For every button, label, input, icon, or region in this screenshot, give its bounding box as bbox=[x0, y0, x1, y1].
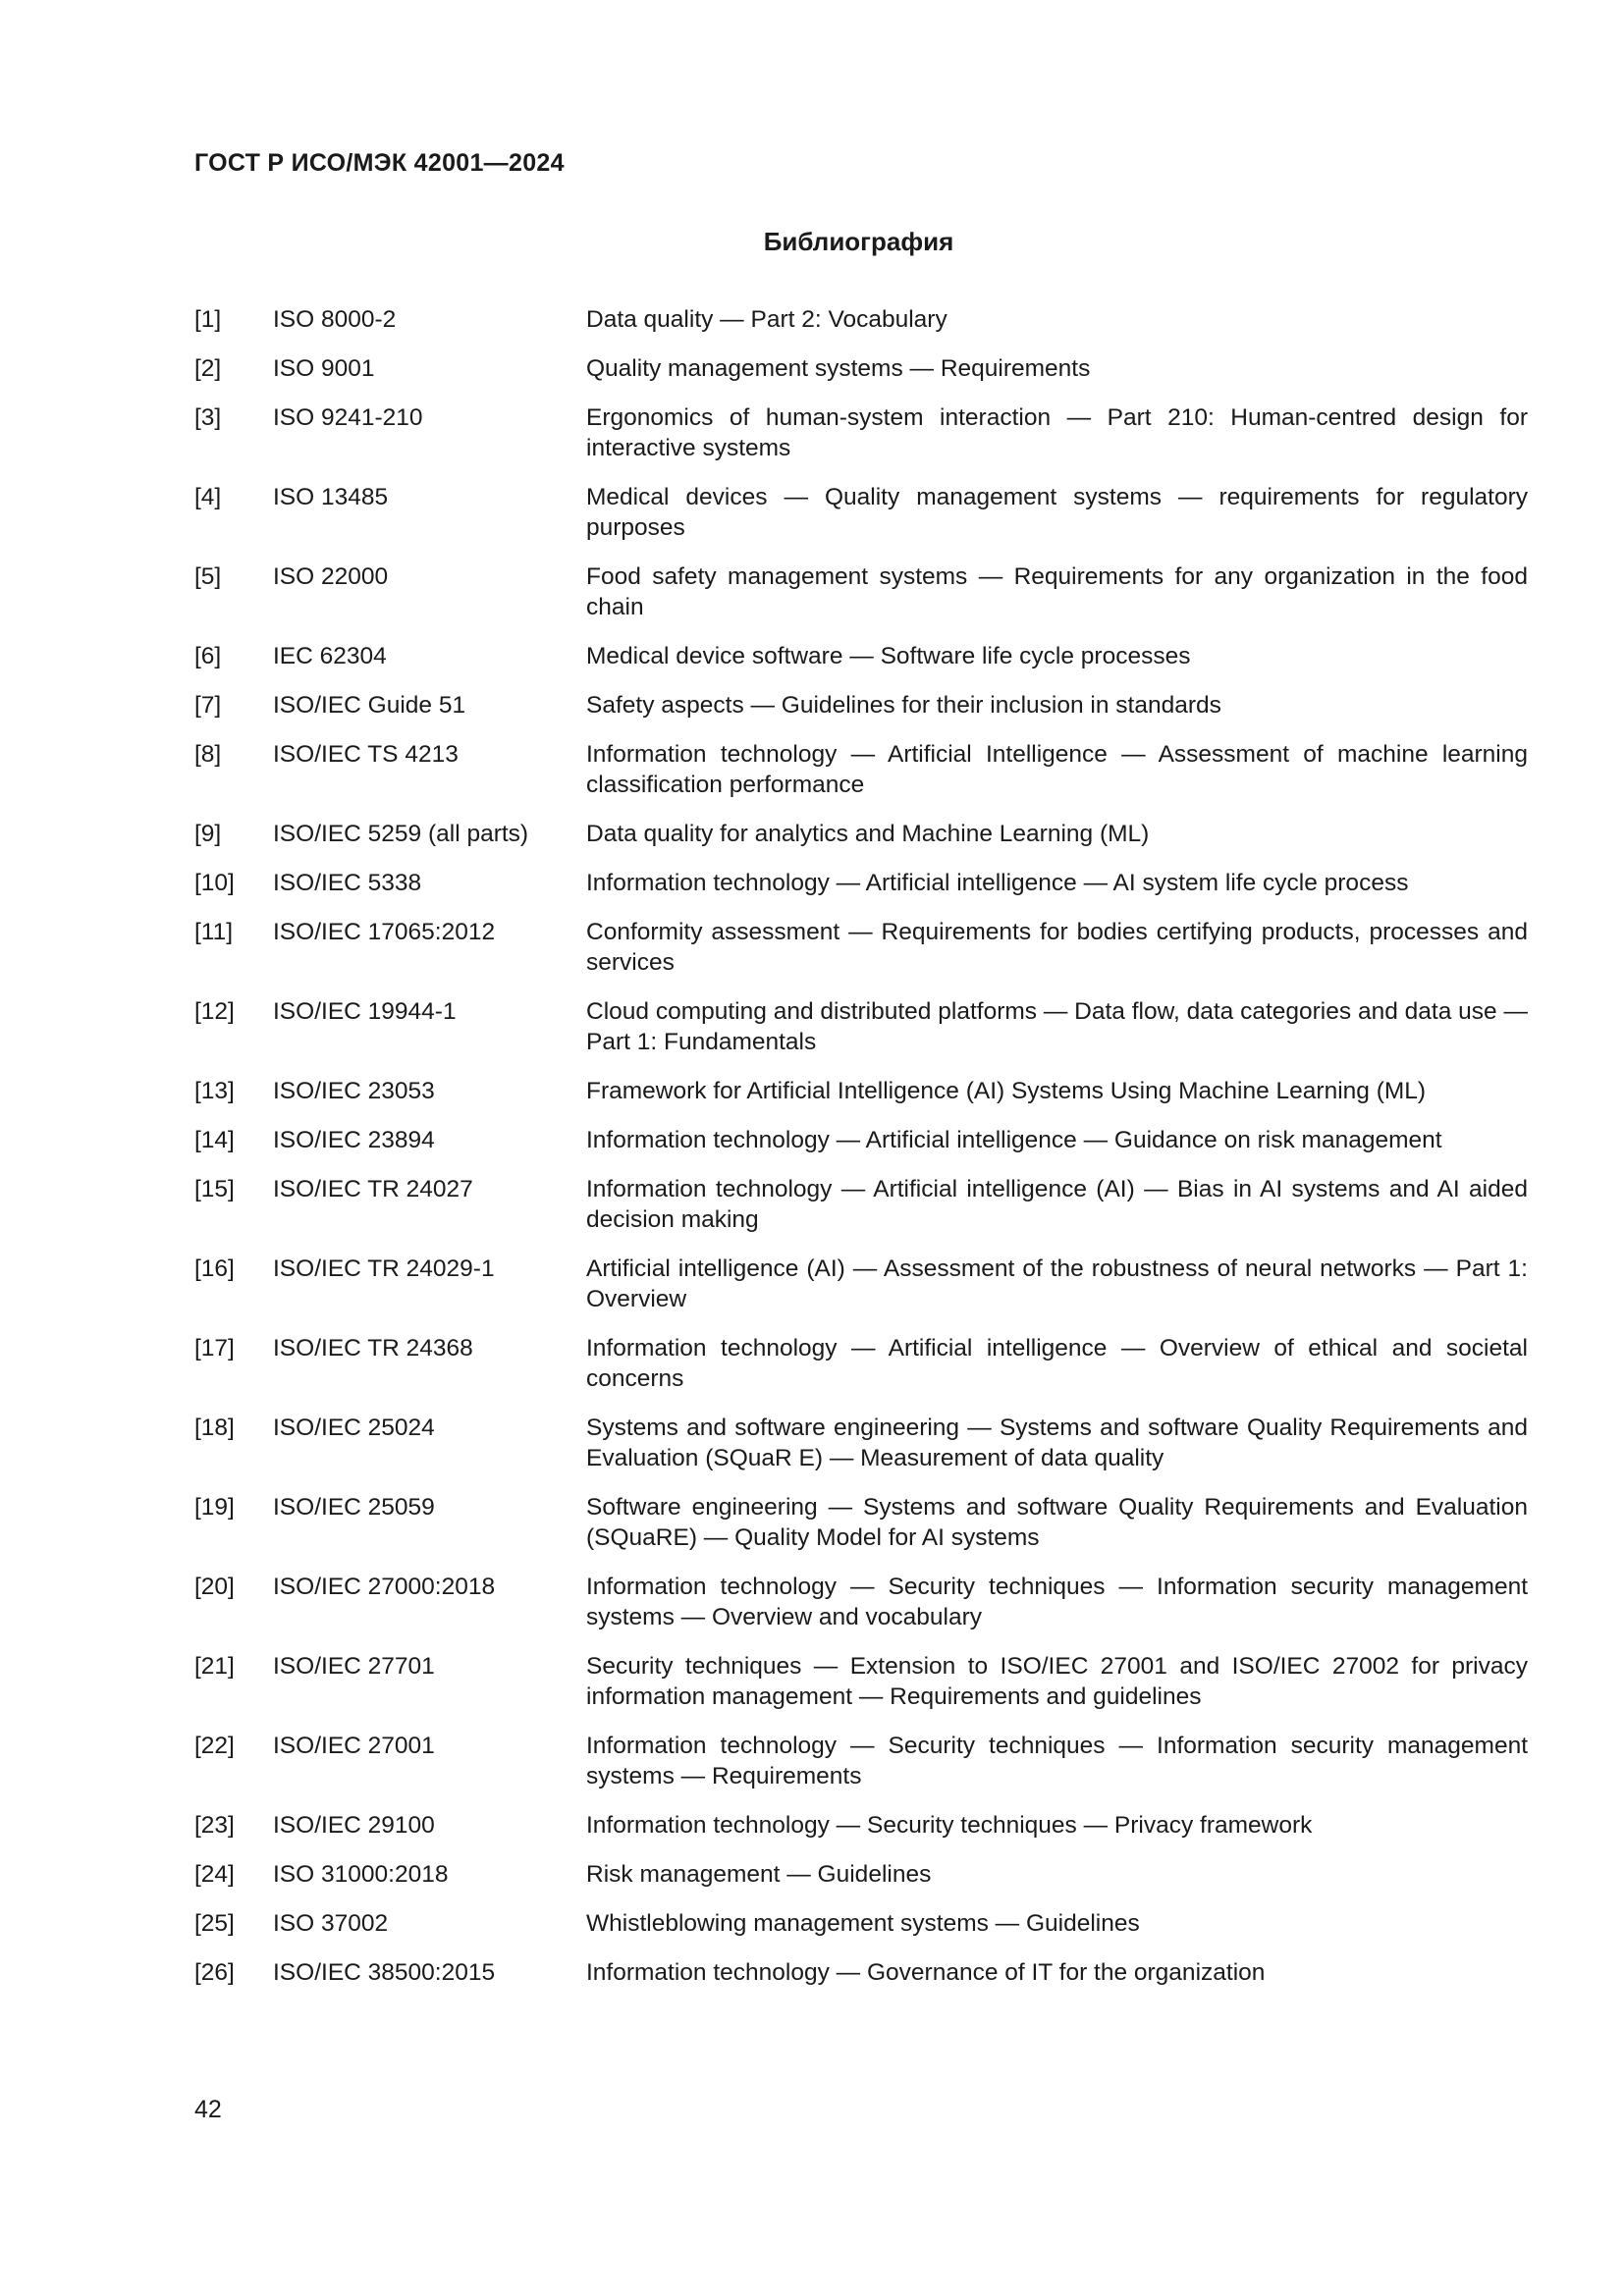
document-code-header: ГОСТ Р ИСО/МЭК 42001—2024 bbox=[194, 149, 565, 177]
standard-code: ISO/IEC 38500:2015 bbox=[273, 1959, 496, 1986]
standard-title: Ergonomics of human-system interaction — Part 210: Human-centred design for interactive systems bbox=[586, 404, 1528, 461]
page-number: 42 bbox=[194, 2096, 222, 2123]
standard-code: ISO/IEC 27001 bbox=[273, 1733, 435, 1759]
standard-code: ISO/IEC 23053 bbox=[273, 1078, 435, 1104]
bibliography-entry bbox=[194, 353, 1528, 384]
entry-number: [19] bbox=[194, 1494, 235, 1521]
bibliography-entry bbox=[194, 482, 1528, 543]
entry-number: [8] bbox=[194, 741, 222, 768]
standard-code: ISO/IEC TR 24368 bbox=[273, 1335, 473, 1362]
bibliography-entry bbox=[194, 1333, 1528, 1394]
standard-code: ISO 13485 bbox=[273, 484, 389, 510]
bibliography-entry bbox=[194, 1125, 1528, 1155]
section-title-text: Библиография bbox=[763, 227, 954, 256]
bibliography-entry bbox=[194, 561, 1528, 622]
entry-number: [22] bbox=[194, 1733, 235, 1759]
entry-number: [18] bbox=[194, 1415, 235, 1441]
entry-number: [21] bbox=[194, 1653, 235, 1680]
bibliography-entry bbox=[194, 304, 1528, 335]
entry-number: [25] bbox=[194, 1910, 235, 1937]
standard-code: ISO 9241-210 bbox=[273, 404, 423, 431]
bibliography-entry bbox=[194, 739, 1528, 800]
standard-code: ISO/IEC 27701 bbox=[273, 1653, 435, 1680]
standard-code: ISO/IEC 19944-1 bbox=[273, 998, 457, 1025]
standard-title: Artificial intelligence (AI) — Assessment of the robustness of neural networks — Part 1: Overview bbox=[586, 1255, 1528, 1312]
standard-code: ISO/IEC 27000:2018 bbox=[273, 1574, 496, 1600]
standard-title: Information technology — Artificial Intelligence — Assessment of machine learning classification performance bbox=[586, 741, 1528, 798]
standard-title: Whistleblowing management systems — Guidelines bbox=[586, 1910, 1140, 1937]
standard-code: ISO 37002 bbox=[273, 1910, 389, 1937]
bibliography-entry bbox=[194, 690, 1528, 721]
standard-title: Framework for Artificial Intelligence (AI) Systems Using Machine Learning (ML) bbox=[586, 1078, 1427, 1104]
standard-code: ISO/IEC 25024 bbox=[273, 1415, 435, 1441]
entry-number: [7] bbox=[194, 692, 222, 719]
standard-code: ISO 22000 bbox=[273, 563, 389, 590]
bibliography-entry bbox=[194, 917, 1528, 978]
entry-number: [3] bbox=[194, 404, 222, 431]
entry-number: [6] bbox=[194, 643, 222, 669]
standard-code: ISO/IEC 5259 (all parts) bbox=[273, 821, 529, 847]
standard-code: ISO 31000:2018 bbox=[273, 1861, 449, 1888]
bibliography-entry bbox=[194, 1651, 1528, 1712]
standard-code: ISO/IEC 29100 bbox=[273, 1812, 435, 1839]
standard-title: Systems and software engineering — Systems and software Quality Requirements and Evaluation (SQuaR E) — Measurement of data quality bbox=[586, 1415, 1528, 1471]
standard-title: Risk management — Guidelines bbox=[586, 1861, 932, 1888]
entry-number: [10] bbox=[194, 870, 235, 896]
entry-number: [11] bbox=[194, 919, 234, 945]
standard-code: ISO/IEC TS 4213 bbox=[273, 741, 459, 768]
entry-number: [9] bbox=[194, 821, 222, 847]
entry-number: [14] bbox=[194, 1127, 235, 1153]
standard-title: Safety aspects — Guidelines for their inclusion in standards bbox=[586, 692, 1221, 719]
bibliography-entry bbox=[194, 1076, 1528, 1106]
bibliography-list bbox=[194, 304, 1528, 2006]
bibliography-entry bbox=[194, 868, 1528, 898]
standard-code: IEC 62304 bbox=[273, 643, 387, 669]
standard-code: ISO/IEC TR 24027 bbox=[273, 1176, 473, 1202]
standard-title: Cloud computing and distributed platforms — Data flow, data categories and data use — Part 1: Fundamentals bbox=[586, 998, 1528, 1055]
entry-number: [26] bbox=[194, 1959, 235, 1986]
bibliography-entry bbox=[194, 1413, 1528, 1473]
standard-title: Medical device software — Software life cycle processes bbox=[586, 643, 1191, 669]
standard-title: Food safety management systems — Requirements for any organization in the food chain bbox=[586, 563, 1528, 620]
standard-code: ISO/IEC 17065:2012 bbox=[273, 919, 496, 945]
entry-number: [23] bbox=[194, 1812, 235, 1839]
entry-number: [13] bbox=[194, 1078, 235, 1104]
bibliography-entry bbox=[194, 1174, 1528, 1235]
standard-code: ISO/IEC TR 24029-1 bbox=[273, 1255, 495, 1282]
bibliography-entry bbox=[194, 1254, 1528, 1314]
bibliography-entry bbox=[194, 1859, 1528, 1890]
standard-title: Medical devices — Quality management systems — requirements for regulatory purposes bbox=[586, 484, 1528, 541]
standard-code: ISO 9001 bbox=[273, 355, 375, 382]
standard-title: Information technology — Artificial intelligence — Guidance on risk management bbox=[586, 1127, 1442, 1153]
standard-title: Software engineering — Systems and software Quality Requirements and Evaluation (SQuaRE) — Quality Model for AI systems bbox=[586, 1494, 1528, 1551]
bibliography-entry bbox=[194, 1572, 1528, 1632]
standard-code: ISO 8000-2 bbox=[273, 306, 397, 333]
standard-title: Information technology — Artificial intelligence — Overview of ethical and societal concerns bbox=[586, 1335, 1528, 1392]
entry-number: [2] bbox=[194, 355, 222, 382]
entry-number: [17] bbox=[194, 1335, 235, 1362]
standard-code: ISO/IEC 5338 bbox=[273, 870, 422, 896]
standard-title: Information technology — Security techniques — Privacy framework bbox=[586, 1812, 1313, 1839]
entry-number: [15] bbox=[194, 1176, 235, 1202]
entry-number: [24] bbox=[194, 1861, 235, 1888]
standard-title: Data quality — Part 2: Vocabulary bbox=[586, 306, 947, 333]
standard-code: ISO/IEC Guide 51 bbox=[273, 692, 466, 719]
bibliography-entry bbox=[194, 1731, 1528, 1791]
standard-title: Information technology — Governance of IT for the organization bbox=[586, 1959, 1266, 1986]
standard-title: Data quality for analytics and Machine Learning (ML) bbox=[586, 821, 1150, 847]
standard-title: Information technology — Security techniques — Information security management systems — Overview and vocabulary bbox=[586, 1574, 1528, 1630]
standard-title: Information technology — Security techniques — Information security management systems — Requirements bbox=[586, 1733, 1528, 1789]
bibliography-entry bbox=[194, 1908, 1528, 1939]
standard-title: Security techniques — Extension to ISO/IEC 27001 and ISO/IEC 27002 for privacy information management — Requirements and guidelines bbox=[586, 1653, 1528, 1710]
bibliography-entry bbox=[194, 402, 1528, 463]
standard-code: ISO/IEC 23894 bbox=[273, 1127, 435, 1153]
entry-number: [5] bbox=[194, 563, 222, 590]
standard-title: Conformity assessment — Requirements for bodies certifying products, processes and services bbox=[586, 919, 1528, 976]
bibliography-entry bbox=[194, 1492, 1528, 1553]
entry-number: [1] bbox=[194, 306, 222, 333]
entry-number: [4] bbox=[194, 484, 222, 510]
standard-code: ISO/IEC 25059 bbox=[273, 1494, 435, 1521]
standard-title: Information technology — Artificial intelligence — AI system life cycle process bbox=[586, 870, 1409, 896]
bibliography-entry bbox=[194, 1957, 1528, 1988]
bibliography-entry bbox=[194, 641, 1528, 671]
section-title bbox=[0, 227, 1624, 257]
entry-number: [20] bbox=[194, 1574, 235, 1600]
standard-title: Quality management systems — Requirements bbox=[586, 355, 1091, 382]
bibliography-entry bbox=[194, 996, 1528, 1057]
entry-number: [16] bbox=[194, 1255, 235, 1282]
bibliography-entry bbox=[194, 819, 1528, 849]
bibliography-entry bbox=[194, 1810, 1528, 1841]
standard-title: Information technology — Artificial intelligence (AI) — Bias in AI systems and AI aided decision making bbox=[586, 1176, 1528, 1233]
entry-number: [12] bbox=[194, 998, 235, 1025]
